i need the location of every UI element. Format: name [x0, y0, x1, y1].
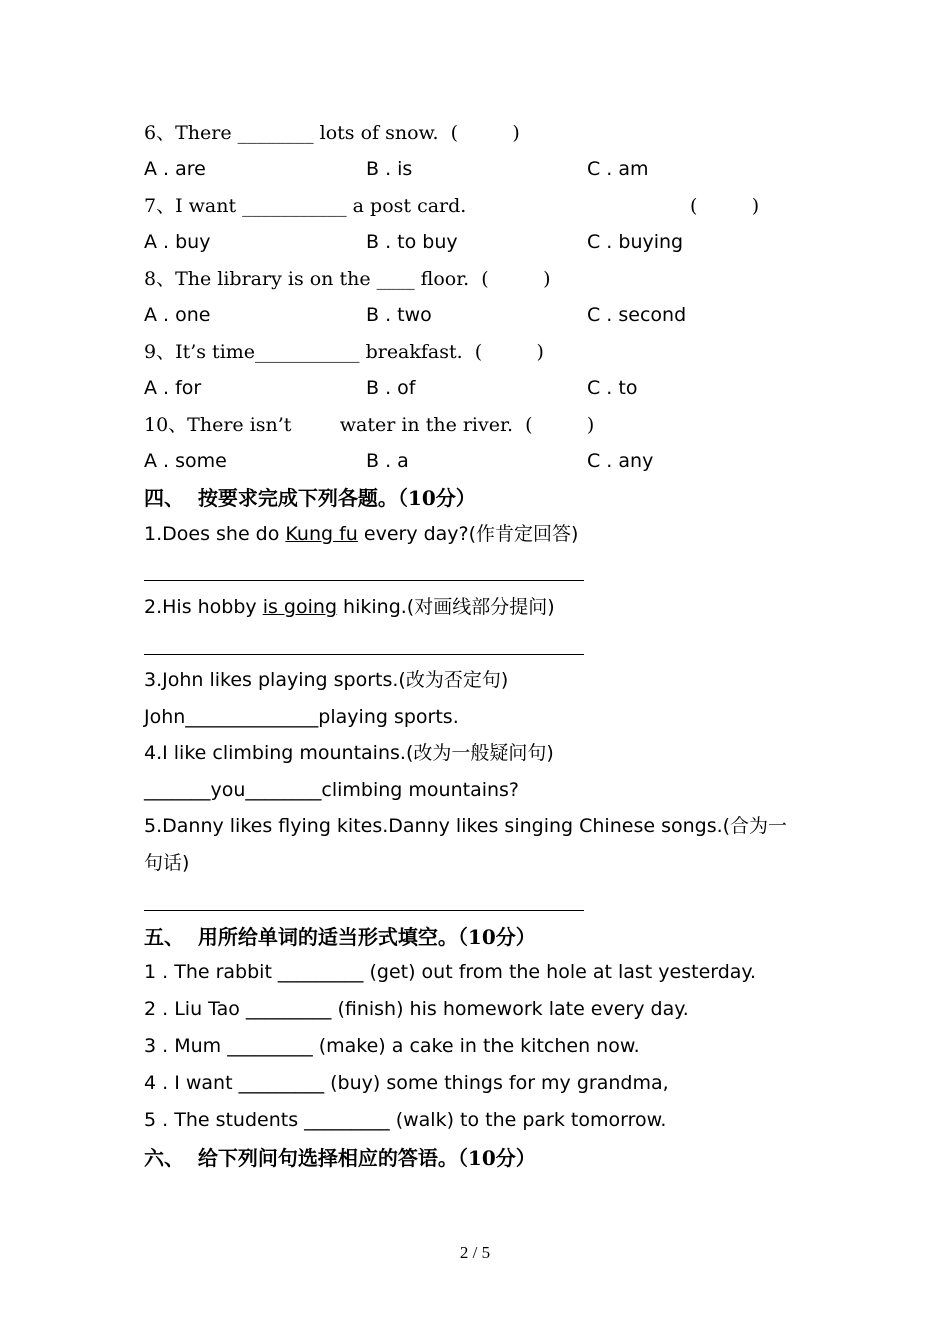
underlined-phrase: Kung fu — [285, 523, 358, 545]
section-4-question-5-line-2: 句话) — [144, 852, 190, 874]
question-6-stem: 6、There ________ lots of snow. ( ) — [144, 122, 520, 144]
section-5-item-4: 4 . I want _________ (buy) some things for my grandma, — [144, 1072, 669, 1094]
section-4-question-2: 2.His hobby is going hiking.(对画线部分提问) — [144, 596, 555, 618]
section-4-question-3: 3.John likes playing sports.(改为否定句) — [144, 669, 509, 691]
question-7-stem: 7、I want ___________ a post card. — [144, 195, 467, 217]
section-5-item-3: 3 . Mum _________ (make) a cake in the kitchen now. — [144, 1035, 640, 1057]
question-9-option-a: A . for — [144, 377, 202, 399]
question-7-option-a: A . buy — [144, 231, 211, 253]
question-10-stem: 10、There isn’t water in the river. ( ) — [144, 414, 595, 436]
question-10-option-a: A . some — [144, 450, 227, 472]
question-6-option-a: A . are — [144, 158, 206, 180]
page-number: 2 / 5 — [459, 1243, 491, 1262]
question-9-option-c: C . to — [587, 377, 638, 399]
question-6-option-b: B . is — [366, 158, 413, 180]
question-7-option-c: C . buying — [587, 231, 684, 253]
section-4-question-5-line-1: 5.Danny likes flying kites.Danny likes singing Chinese songs.(合为一 — [144, 815, 788, 837]
underlined-phrase: is going — [262, 596, 338, 618]
answer-line — [144, 654, 584, 655]
question-8-option-b: B . two — [366, 304, 432, 326]
question-7-answer-parens: ( ) — [690, 195, 760, 217]
answer-line — [144, 580, 584, 581]
question-8-option-a: A . one — [144, 304, 211, 326]
question-10-option-b: B . a — [366, 450, 409, 472]
question-7-option-b: B . to buy — [366, 231, 458, 253]
section-4-question-4-fill: _______you________climbing mountains? — [144, 779, 520, 801]
answer-line — [144, 910, 584, 911]
question-10-option-c: C . any — [587, 450, 654, 472]
section-4-heading: 四、 按要求完成下列各题。（10分） — [144, 486, 476, 510]
section-4-question-4: 4.I like climbing mountains.(改为一般疑问句) — [144, 742, 554, 764]
section-5-item-5: 5 . The students _________ (walk) to the park tomorrow. — [144, 1109, 667, 1131]
section-4-question-3-fill: John______________playing sports. — [144, 706, 459, 728]
question-9-option-b: B . of — [366, 377, 416, 399]
section-5-item-1: 1 . The rabbit _________ (get) out from the hole at last yesterday. — [144, 961, 757, 983]
question-8-option-c: C . second — [587, 304, 687, 326]
question-6-option-c: C . am — [587, 158, 649, 180]
section-5-heading: 五、 用所给单词的适当形式填空。（10分） — [144, 925, 536, 949]
section-6-heading: 六、 给下列问句选择相应的答语。（10分） — [144, 1146, 536, 1170]
section-5-item-2: 2 . Liu Tao _________ (finish) his homework late every day. — [144, 998, 689, 1020]
section-4-question-1: 1.Does she do Kung fu every day?(作肯定回答) — [144, 523, 579, 545]
question-8-stem: 8、The library is on the ____ floor. ( ) — [144, 268, 551, 290]
question-9-stem: 9、It’s time___________ breakfast. ( ) — [144, 341, 544, 363]
